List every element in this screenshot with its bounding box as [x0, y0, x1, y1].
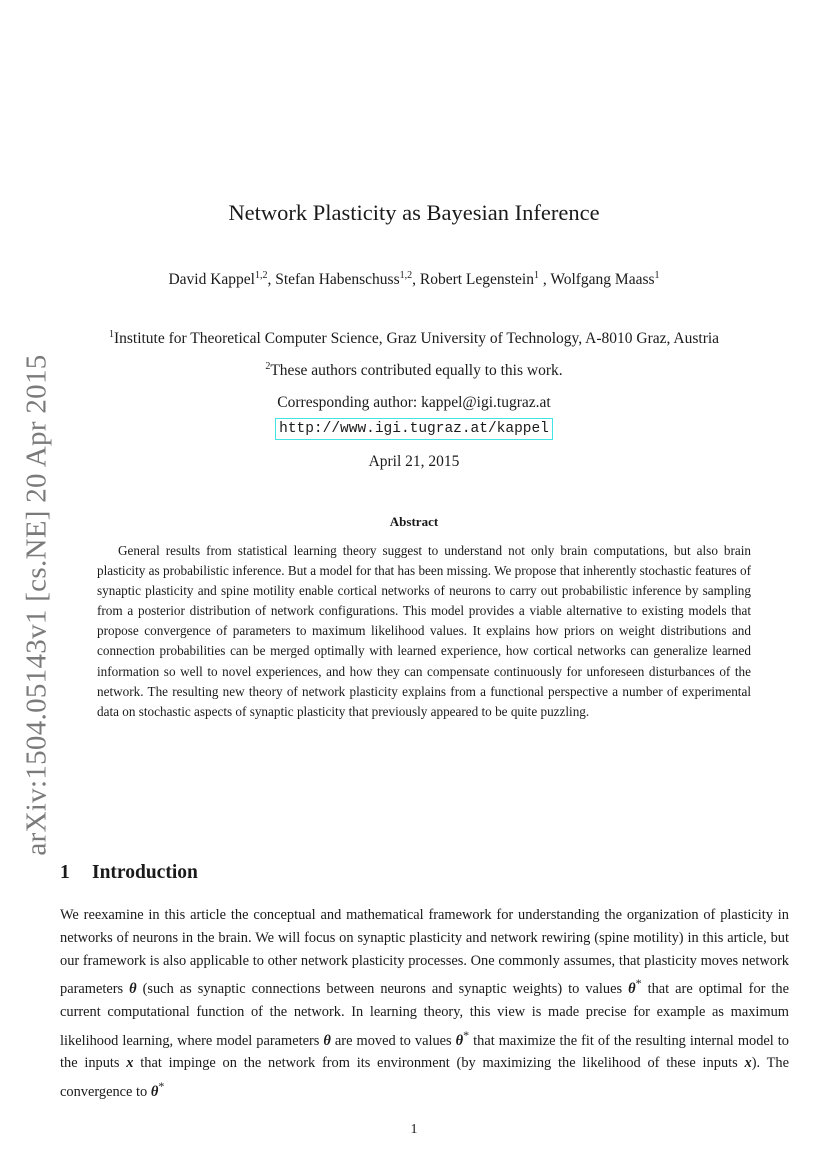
intro-text: We reexamine in this article the conceptual and mathematical framework for understanding the organization of plasticity in networks of neurons in the brain. We will focus on synaptic plasticity and network rewiring (spine motility) in this article, but our framework is also applicable to other network plasticity processes. One commonly assumes, that plasticity moves network parameters: [60, 907, 789, 998]
author-name: Robert Legenstein: [419, 271, 534, 288]
page-number: 1: [410, 1122, 418, 1137]
section-title: Introduction: [92, 862, 198, 883]
arxiv-identifier-stamp: arXiv:1504.05143v1 [cs.NE] 20 Apr 2015: [20, 354, 53, 856]
paper-date: April 21, 2015: [368, 453, 460, 470]
affiliation-mark: 2: [265, 361, 271, 372]
author-name: Stefan Habenschuss: [275, 271, 400, 288]
intro-text: that are optimal for the current computational function of the network. In learning theory, this view is made precise for example as maximum likelihood learning, where model parameters: [60, 981, 790, 1049]
affiliation-text: These authors contributed equally to this work.: [270, 362, 563, 379]
intro-text: are moved to values: [330, 1032, 456, 1049]
intro-text: that maximize the fit of the resulting internal model to the inputs: [60, 1032, 789, 1072]
abstract-heading: Abstract: [389, 514, 439, 529]
math-x: x: [744, 1055, 752, 1072]
author-name: Wolfgang Maass: [550, 271, 655, 288]
paper-title: Network Plasticity as Bayesian Inference: [228, 200, 600, 225]
author-homepage-link[interactable]: http://www.igi.tugraz.at/kappel: [275, 418, 553, 440]
math-x: x: [126, 1055, 134, 1072]
author-affiliation-mark: 1: [533, 270, 539, 281]
intro-text: ). The convergence to: [60, 1055, 789, 1100]
math-star: *: [158, 1079, 165, 1094]
author-name: David Kappel: [168, 271, 255, 288]
math-star: *: [463, 1027, 470, 1042]
math-star: *: [635, 976, 642, 991]
introduction-paragraph: [60, 904, 789, 1104]
math-theta-star: θ: [628, 981, 636, 998]
math-theta-star: θ: [150, 1083, 159, 1100]
author-separator: ,: [538, 271, 551, 288]
math-theta: θ: [129, 981, 137, 998]
section-number: 1: [60, 862, 70, 883]
author-separator: ,: [267, 271, 276, 288]
affiliation-2: [0, 362, 828, 380]
url-line: [0, 418, 828, 440]
affiliation-1: [0, 330, 828, 348]
math-theta: θ: [323, 1032, 331, 1049]
intro-text: (such as synaptic connections between neurons and synaptic weights) to values: [136, 981, 629, 998]
section-heading: [60, 862, 198, 884]
affiliation-text: Institute for Theoretical Computer Science, Graz University of Technology, A-8010 Graz, Austria: [113, 330, 720, 347]
abstract-text: General results from statistical learning theory suggest to understand not only brain computations, but also brain plasticity as probabilistic inference. But a model for that has been missing. We propose that inherently stochastic features of synaptic plasticity and spine motility enable cortical networks of neurons to carry out probabilistic inference by sampling from a posterior distribution of network configurations. This model provides a viable alternative to existing models that propose convergence of parameters to maximum likelihood values. It explains how priors on weight distributions and connection probabilities can be merged optimally with learned experience, how cortical networks can generalize learned information so well to novel experiences, and how they can compensate continuously for unforeseen disturbances of the network. The resulting new theory of network plasticity explains from a functional perspective a number of experimental data on stochastic aspects of synaptic plasticity that previously appeared to be quite puzzling.: [97, 543, 751, 719]
author-affiliation-mark: 1: [654, 270, 660, 281]
author-affiliation-mark: 1,2: [254, 270, 268, 281]
author-list: [0, 271, 828, 289]
math-theta-star: θ: [455, 1032, 464, 1049]
affiliation-mark: 1: [108, 329, 114, 340]
corresponding-author: Corresponding author: kappel@igi.tugraz.at: [277, 394, 551, 411]
intro-text: that impinge on the network from its environment (by maximizing the likelihood of these inputs: [133, 1055, 745, 1072]
author-affiliation-mark: 1,2: [399, 270, 413, 281]
author-separator: ,: [412, 271, 420, 288]
